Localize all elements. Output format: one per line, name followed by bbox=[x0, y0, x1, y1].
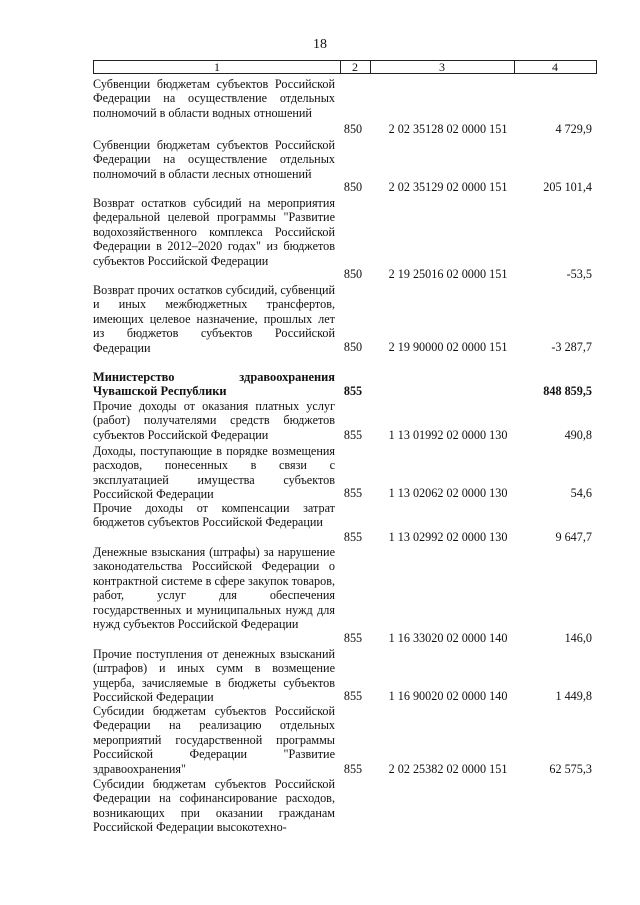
revenue-description: Субвенции бюджетам субъектов Российской Федерации на осуществление отдельных полномочий в области водных отношений bbox=[93, 77, 335, 120]
revenue-description: Доходы, поступающие в порядке возмещения расходов, понесенных в связи с эксплуатацией имущества субъектов Российской Федерации bbox=[93, 444, 335, 502]
revenue-description: Субвенции бюджетам субъектов Российской Федерации на осуществление отдельных полномочий в области лесных отношений bbox=[93, 138, 335, 181]
revenue-description: Возврат остатков субсидий на мероприятия федеральной целевой программы "Развитие водохозяйственного комплекса Российской Федерации в 2012–2020 годах" из бюджетов субъектов Российской Федерации bbox=[93, 196, 335, 268]
budget-classification-code: 2 02 35128 02 0000 151 bbox=[388, 122, 508, 136]
admin-code: 855 bbox=[343, 762, 363, 776]
header-col-4: 4 bbox=[552, 60, 558, 74]
admin-code: 855 bbox=[343, 428, 363, 442]
budget-classification-code: 2 19 25016 02 0000 151 bbox=[388, 267, 508, 281]
amount-value: 62 575,3 bbox=[549, 762, 592, 776]
admin-code: 855 bbox=[343, 486, 363, 500]
amount-value: 848 859,5 bbox=[543, 384, 592, 398]
budget-classification-code: 2 02 25382 02 0000 151 bbox=[388, 762, 508, 776]
revenue-description: Прочие доходы от компенсации затрат бюджетов субъектов Российской Федерации bbox=[93, 501, 335, 530]
section-title: Министерство здравоохранения Чувашской Республики bbox=[93, 370, 335, 399]
revenue-description: Субсидии бюджетам субъектов Российской Федерации на софинансирование расходов, возникающих при оказании гражданам Российской Федерации высокотехно- bbox=[93, 777, 335, 835]
budget-classification-code: 1 16 90020 02 0000 140 bbox=[388, 689, 508, 703]
admin-code: 855 bbox=[343, 530, 363, 544]
budget-classification-code: 2 19 90000 02 0000 151 bbox=[388, 340, 508, 354]
amount-value: -53,5 bbox=[566, 267, 592, 281]
page-number: 18 bbox=[313, 37, 327, 52]
header-col-3: 3 bbox=[439, 60, 445, 74]
header-col-2: 2 bbox=[352, 60, 358, 74]
amount-value: 490,8 bbox=[564, 428, 592, 442]
amount-value: 146,0 bbox=[564, 631, 592, 645]
amount-value: 205 101,4 bbox=[543, 180, 592, 194]
admin-code: 850 bbox=[343, 180, 363, 194]
amount-value: 1 449,8 bbox=[555, 689, 592, 703]
budget-classification-code: 1 16 33020 02 0000 140 bbox=[388, 631, 508, 645]
revenue-description: Возврат прочих остатков субсидий, субвенций и иных межбюджетных трансфертов, имеющих целевое назначение, прошлых лет из бюджетов субъектов Российской Федерации bbox=[93, 283, 335, 355]
amount-value: 9 647,7 bbox=[555, 530, 592, 544]
admin-code: 850 bbox=[343, 122, 363, 136]
budget-classification-code: 1 13 02062 02 0000 130 bbox=[388, 486, 508, 500]
revenue-description: Прочие доходы от оказания платных услуг (работ) получателями средств бюджетов субъектов Российской Федерации bbox=[93, 399, 335, 442]
budget-classification-code: 2 02 35129 02 0000 151 bbox=[388, 180, 508, 194]
revenue-description: Прочие поступления от денежных взысканий (штрафов) и иных сумм в возмещение ущерба, зачисляемые в бюджеты субъектов Российской Федерации bbox=[93, 647, 335, 705]
amount-value: 4 729,9 bbox=[555, 122, 592, 136]
header-col-1: 1 bbox=[214, 60, 220, 74]
amount-value: 54,6 bbox=[570, 486, 592, 500]
admin-code: 855 bbox=[343, 384, 363, 398]
admin-code: 850 bbox=[343, 267, 363, 281]
admin-code: 850 bbox=[343, 340, 363, 354]
admin-code: 855 bbox=[343, 631, 363, 645]
budget-classification-code: 1 13 02992 02 0000 130 bbox=[388, 530, 508, 544]
amount-value: -3 287,7 bbox=[551, 340, 592, 354]
budget-classification-code: 1 13 01992 02 0000 130 bbox=[388, 428, 508, 442]
revenue-description: Денежные взыскания (штрафы) за нарушение законодательства Российской Федерации о контрактной системе в сфере закупок товаров, работ, услуг для обеспечения государственных и муниципальных нужд для нужд субъектов Российской Федерации bbox=[93, 545, 335, 632]
admin-code: 855 bbox=[343, 689, 363, 703]
revenue-description: Субсидии бюджетам субъектов Российской Федерации на реализацию отдельных мероприятий государственной программы Российской Федерации "Развитие здравоохранения" bbox=[93, 704, 335, 776]
